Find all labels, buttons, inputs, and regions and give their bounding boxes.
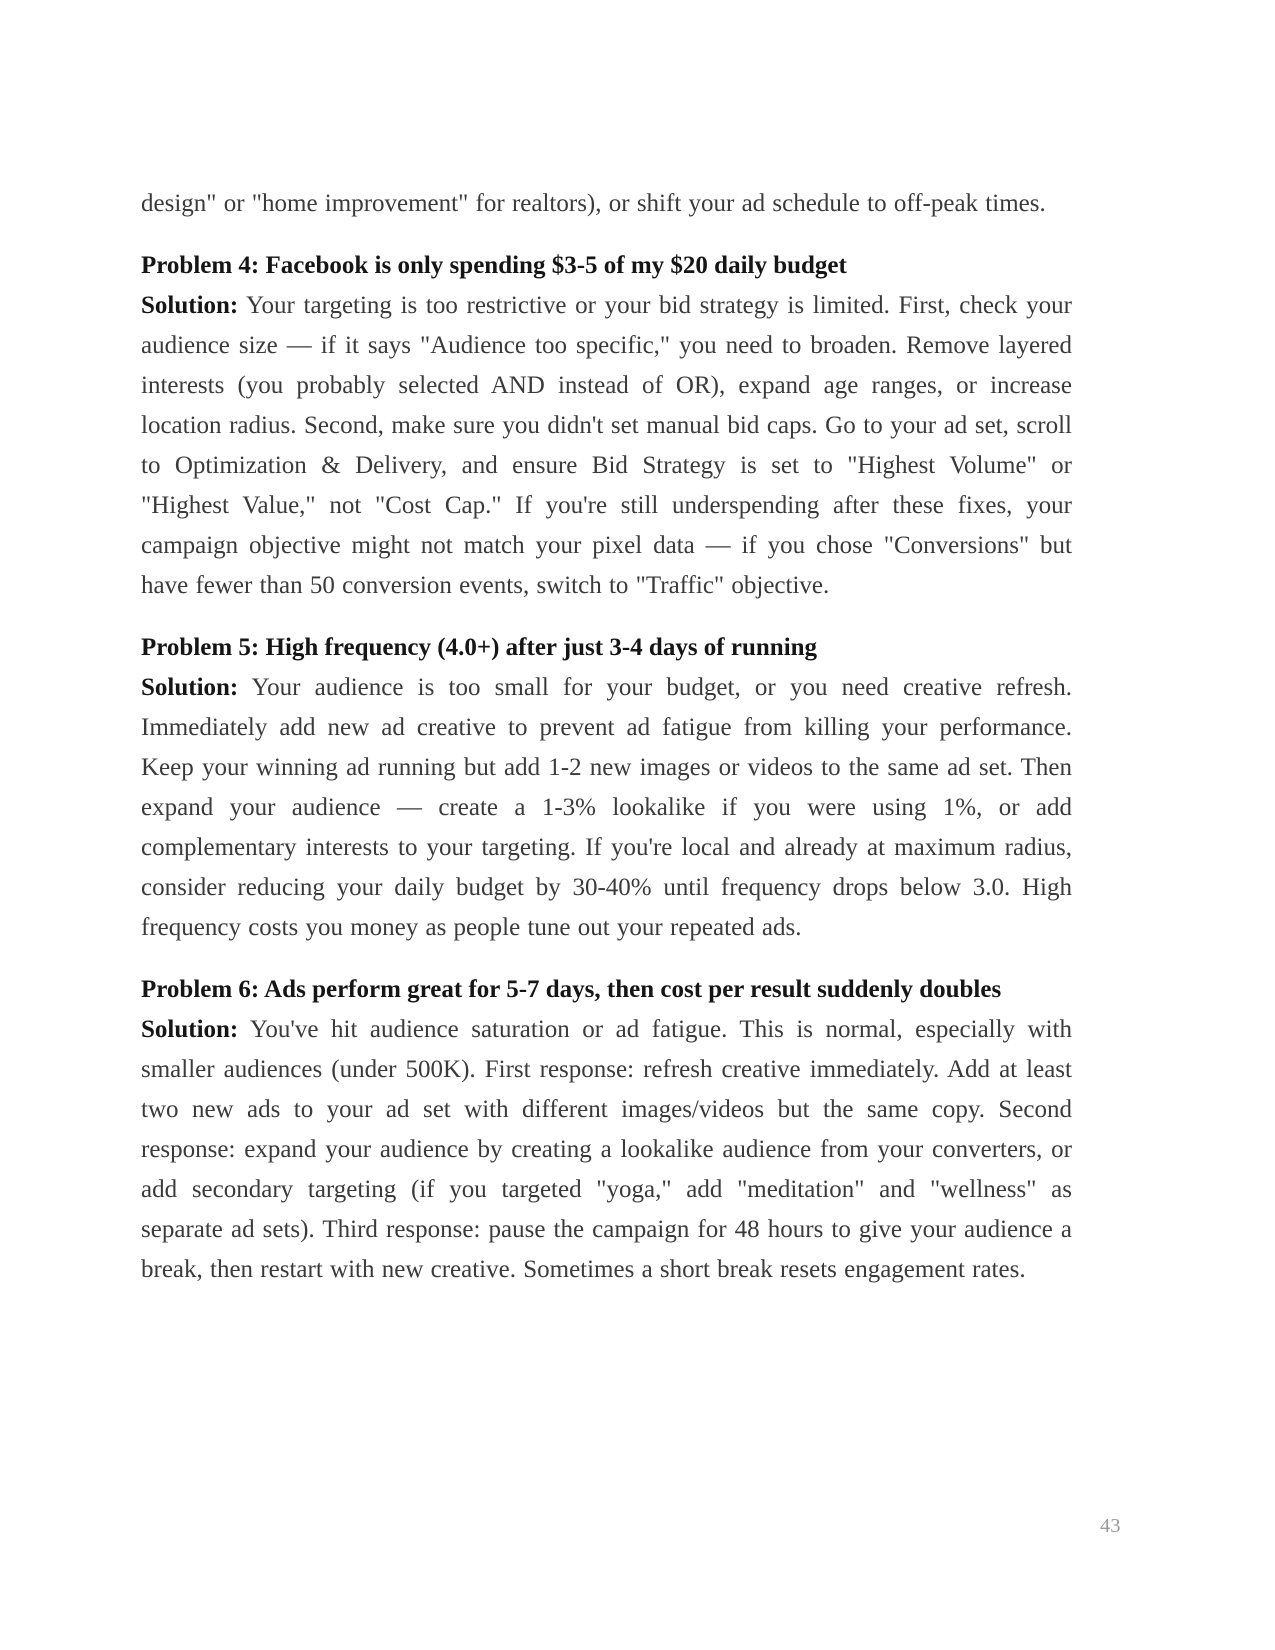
problem-6-solution-paragraph: [141, 1010, 1072, 1290]
problem-4-solution-text: Your targeting is too restrictive or your bid strategy is limited. First, check your audience size — if it says "Audience too specific," you need to broaden. Remove layered interests (you probably selected AND instead of OR), expand age ranges, or increase location radius. Second, make sure you didn't set manual bid caps. Go to your ad set, scroll to Optimization & Delivery, and ensure Bid Strategy is set to "Highest Volume" or "Highest Value," not "Cost Cap." If you're still underspending after these fixes, your campaign objective might not match your pixel data — if you chose "Conversions" but have fewer than 50 conversion events, switch to "Traffic" objective.: [141, 292, 1072, 599]
page-number: 43: [1100, 1515, 1121, 1537]
section-problem-5: [141, 628, 1072, 948]
problem-4-solution-paragraph: [141, 286, 1072, 606]
problem-5-solution-text: Your audience is too small for your budget, or you need creative refresh. Immediately add new ad creative to prevent ad fatigue from killing your performance. Keep your winning ad running but add 1-2 new images or videos to the same ad set. Then expand your audience — create a 1-3% lookalike if you were using 1%, or add complementary interests to your targeting. If you're local and already at maximum radius, consider reducing your daily budget by 30-40% until frequency drops below 3.0. High frequency costs you money as people tune out your repeated ads.: [141, 674, 1072, 941]
paragraph-intro-continuation: design" or "home improvement" for realtors), or shift your ad schedule to off-peak times.: [141, 190, 1046, 217]
problem-4-heading: Problem 4: Facebook is only spending $3-5 of my $20 daily budget: [141, 252, 847, 279]
section-problem-4: [141, 246, 1072, 606]
problem-5-solution-label: Solution:: [141, 674, 239, 701]
problem-5-solution-paragraph: [141, 668, 1072, 948]
problem-4-solution-label: Solution:: [141, 292, 239, 319]
problem-6-solution-text: You've hit audience saturation or ad fatigue. This is normal, especially with smaller audiences (under 500K). First response: refresh creative immediately. Add at least two new ads to your ad set with different images/videos but the same copy. Second response: expand your audience by creating a lookalike audience from your converters, or add secondary targeting (if you targeted "yoga," add "meditation" and "wellness" as separate ad sets). Third response: pause the campaign for 48 hours to give your audience a break, then restart with new creative. Sometimes a short break resets engagement rates.: [141, 1016, 1072, 1283]
problem-6-heading: Problem 6: Ads perform great for 5-7 days, then cost per result suddenly doubles: [141, 976, 1002, 1003]
page-content: [141, 184, 1072, 1290]
section-problem-6: [141, 970, 1072, 1290]
problem-5-heading: Problem 5: High frequency (4.0+) after just 3-4 days of running: [141, 634, 818, 661]
problem-6-solution-label: Solution:: [141, 1016, 239, 1043]
